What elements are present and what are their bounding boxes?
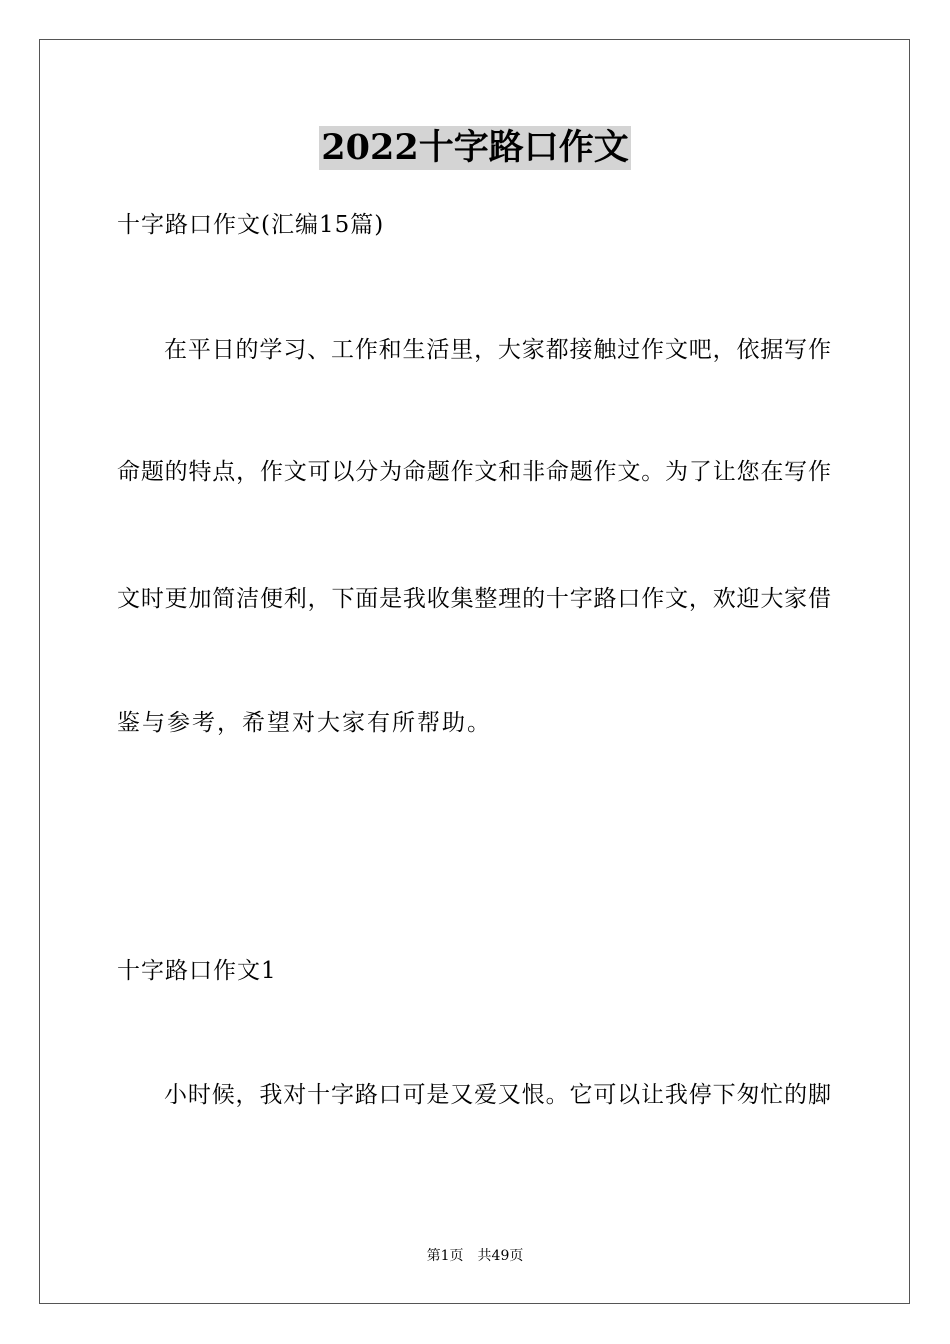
section-line-1: 小时候，我对十字路口可是又爱又恨。它可以让我停下匆忙的脚 — [164, 1082, 831, 1108]
page-total: 共49页 — [477, 1248, 524, 1264]
intro-line-4: 鉴与参考，希望对大家有所帮助。 — [117, 710, 492, 736]
document-subtitle: 十字路口作文(汇编15篇) — [117, 212, 385, 238]
intro-line-2: 命题的特点，作文可以分为命题作文和非命题作文。为了让您在写作 — [117, 459, 831, 485]
document-title: 2022十字路口作文 — [321, 127, 629, 168]
intro-line-1: 在平日的学习、工作和生活里，大家都接触过作文吧，依据写作 — [164, 337, 831, 363]
page-footer — [0, 1247, 950, 1265]
page-number: 第1页 — [426, 1248, 464, 1264]
section-heading: 十字路口作文1 — [117, 958, 277, 984]
title-container — [0, 126, 950, 170]
intro-line-3: 文时更加简洁便利，下面是我收集整理的十字路口作文，欢迎大家借 — [117, 586, 831, 612]
